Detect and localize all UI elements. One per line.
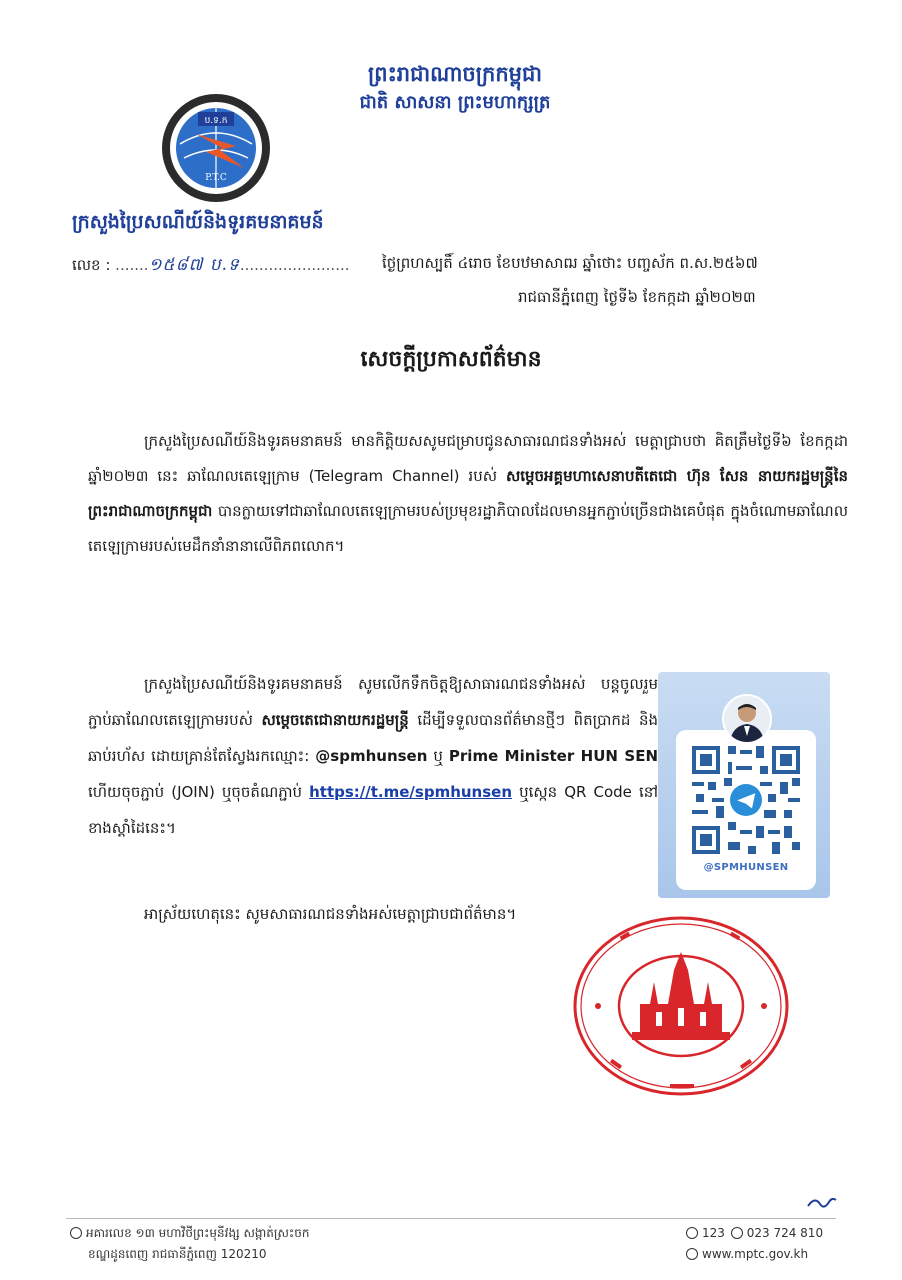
place-date: រាជធានីភ្នំពេញ ថ្ងៃទី៦ ខែកក្កដា ឆ្នាំ២០២៣ — [518, 288, 756, 306]
page-title: សេចក្តីប្រកាសព័ត៌មាន — [360, 347, 542, 372]
paragraph-2 — [88, 666, 658, 846]
footer-divider — [66, 1218, 836, 1219]
address-line1-text: អគារលេខ ១៣ មហាវិថីព្រះមុនីវង្ស សង្កាត់ស្រះចក — [86, 1226, 310, 1240]
ministry-name: ក្រសួងប្រៃសណីយ៍និងទូរគមនាគមន៍ — [72, 211, 324, 233]
footer-address-line2: ខណ្ឌដូនពេញ រាជធានីភ្នំពេញ 120210 — [88, 1247, 267, 1261]
official-seal — [570, 912, 792, 1100]
paragraph-1-text-a: ក្រសួងប្រៃសណីយ៍និងទូរគមនាគមន៍ មានកិត្តិយសសូមជម្រាបជូនសាធារណជនទាំងអស់ មេត្តាជ្រាបថា គិតត្រឹមថ្ងៃទី៦ ខែកក្កដា ឆ្នាំ២០២៣ នេះ ឆាណែលតេឡេក្រាម (Telegram Channel) របស់ — [88, 432, 848, 485]
footer-address-line1 — [70, 1222, 309, 1244]
kingdom-motto: ជាតិ សាសនា ព្រះមហាក្សត្រ — [359, 92, 551, 113]
phone-icon — [731, 1227, 743, 1239]
reference-value: ១៥៨៧ ប.ទ — [148, 255, 240, 275]
telegram-channel-name: Prime Minister HUN SEN — [448, 747, 658, 765]
phone-number: 023 724 810 — [746, 1226, 824, 1240]
lunar-date: ថ្ងៃព្រហស្បតិ៍ ៤រោច ខែបឋមាសាឍ ឆ្នាំថោះ បញ្ចស័ក ព.ស.២៥៦៧ — [382, 254, 758, 272]
paragraph-2-text-c: ឬ — [427, 747, 449, 765]
footer-website — [686, 1243, 808, 1265]
closing-paragraph: អាស្រ័យហេតុនេះ សូមសាធារណជនទាំងអស់មេត្តាជ្រាបជាព័ត៌មាន។ — [144, 905, 517, 923]
paragraph-2-text-e: ឬស្កេន QR Code នៅខាងស្តាំដៃនេះ។ — [88, 783, 658, 837]
website-link[interactable]: www.mptc.gov.kh — [702, 1247, 809, 1261]
globe-icon — [686, 1248, 698, 1260]
qr-code[interactable] — [692, 746, 800, 854]
reference-label: លេខ : — [72, 256, 111, 274]
telegram-handle: @spmhunsen — [315, 747, 428, 765]
logo-text-top: ប.ទ.ក — [204, 116, 228, 126]
kingdom-title: ព្រះរាជាណាចក្រកម្ពុជា — [367, 62, 542, 86]
logo-text-bottom: P.T.C — [205, 173, 227, 183]
initial-mark — [805, 1194, 839, 1214]
paragraph-1-text-b: បានក្លាយទៅជាឆាណែលតេឡេក្រាមរបស់ប្រមុខរដ្ឋាភិបាលដែលមានអ្នកភ្ជាប់ច្រើនជាងគេបំផុត ក្នុងចំណោមឆាណែលតេឡេក្រាមរបស់មេដឹកនាំនានាលើពិភពលោក។ — [88, 502, 848, 555]
hotline-icon — [686, 1227, 698, 1239]
kingdom-header — [330, 58, 580, 116]
paragraph-2-bold: សម្តេចតេជោនាយករដ្ឋមន្ត្រី — [261, 711, 409, 729]
telegram-link[interactable]: https://t.me/spmhunsen — [309, 783, 513, 801]
paragraph-2-text-d: ហើយចុចភ្ជាប់ (JOIN) ឬចុចតំណភ្ជាប់ — [88, 783, 310, 801]
paragraph-2-text-a: ក្រសួងប្រៃសណីយ៍និងទូរគមនាគមន៍ សូមលើកទឹកចិត្តឱ្យសាធារណជនទាំងអស់ បន្តចូលរួមភ្ជាប់ឆាណែលតេឡេក្រាមរបស់ — [88, 675, 658, 729]
ministry-logo — [160, 92, 272, 204]
paragraph-2-text-b: ដើម្បីទទួលបានព័ត៌មានថ្មីៗ ពិតប្រាកដ និងឆាប់រហ័ស ដោយគ្រាន់តែស្វែងរកឈ្មោះ: — [88, 711, 659, 765]
avatar — [722, 694, 772, 744]
qr-handle-label: @SPMHUNSEN — [703, 862, 789, 873]
paragraph-1-bold: សម្តេចអគ្គមហាសេនាបតីតេជោ ហ៊ុន សែន នាយករដ្ឋមន្ត្រីនៃព្រះរាជាណាចក្រកម្ពុជា — [88, 467, 848, 520]
reference-number: លេខ : .......១៥៨៧ ប.ទ....................... — [72, 255, 350, 275]
location-icon — [70, 1227, 82, 1239]
paragraph-1 — [88, 424, 848, 564]
footer-phone — [686, 1222, 823, 1244]
hotline-number: 123 — [702, 1226, 725, 1240]
